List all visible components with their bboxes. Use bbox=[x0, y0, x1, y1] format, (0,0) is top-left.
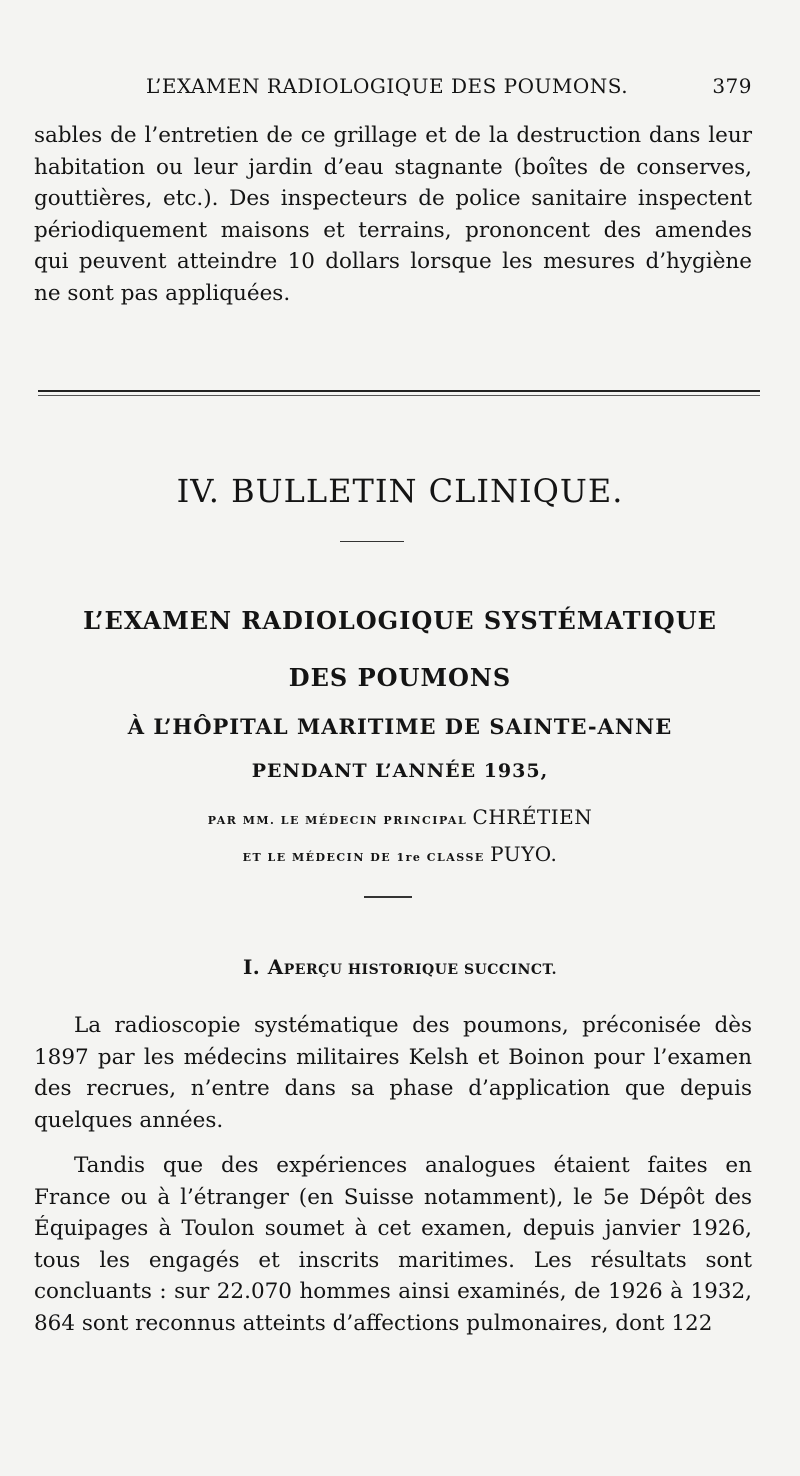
page-number: 379 bbox=[712, 74, 752, 98]
author-2-name: PUYO. bbox=[490, 842, 558, 866]
article-title-line-3: À L’HÔPITAL MARITIME DE SAINTE-ANNE bbox=[127, 714, 673, 739]
byline-1 bbox=[0, 805, 800, 829]
paragraph-continuation: sables de l’entretien de ce grillage et de la destruction dans leur habitation ou leur jardin d’eau stagnante (boîtes de conserves, gouttières, etc.). Des inspecteurs de police sanitaire inspectent périodiquement maisons et terrains, prononcent des amendes qui peuvent atteindre 10 dollars lorsque les mesures d’hygiène ne sont pas appliquées. bbox=[34, 123, 752, 306]
section-title: IV. BULLETIN CLINIQUE. bbox=[176, 472, 624, 510]
paragraph-intro: La radioscopie systématique des poumons, préconisée dès 1897 par les médecins militaires Kelsh et Boinon pour l’examen des recrues, n’entre dans sa phase d’application que depuis quelques années. bbox=[34, 1013, 752, 1133]
paragraph-results: Tandis que des expériences analogues étaient faites en France ou à l’étranger (en Suisse notamment), le 5e Dépôt des Équipages à Toulon soumet à cet examen, depuis janvier 1926, tous les engagés et inscrits maritimes. Les résultats sont concluants : sur 22.070 hommes ainsi examinés, de 1926 à 1932, 864 sont reconnus atteints d’affections pulmonaires, dont 122 bbox=[34, 1153, 752, 1336]
subsection-title-rest: PERÇU HISTORIQUE SUCCINCT. bbox=[283, 962, 558, 978]
short-rule bbox=[340, 541, 404, 542]
subsection-heading bbox=[0, 955, 800, 979]
running-title: L’EXAMEN RADIOLOGIQUE DES POUMONS. bbox=[146, 74, 629, 98]
byline-1-prefix: PAR MM. LE MÉDECIN PRINCIPAL bbox=[207, 814, 468, 827]
byline-2 bbox=[0, 842, 800, 866]
article-title-line-4: PENDANT L’ANNÉE 1935, bbox=[251, 760, 549, 782]
article-title-line-2: DES POUMONS bbox=[288, 663, 512, 692]
article-title-line-1: L’EXAMEN RADIOLOGIQUE SYSTÉMATIQUE bbox=[83, 606, 717, 635]
short-rule-2 bbox=[364, 896, 412, 898]
subsection-number: I. bbox=[242, 955, 261, 979]
section-divider bbox=[38, 390, 760, 396]
byline-2-prefix: ET LE MÉDECIN DE 1re CLASSE bbox=[242, 851, 485, 864]
author-1-name: CHRÉTIEN bbox=[472, 805, 593, 829]
subsection-first-letter: A bbox=[267, 955, 284, 979]
